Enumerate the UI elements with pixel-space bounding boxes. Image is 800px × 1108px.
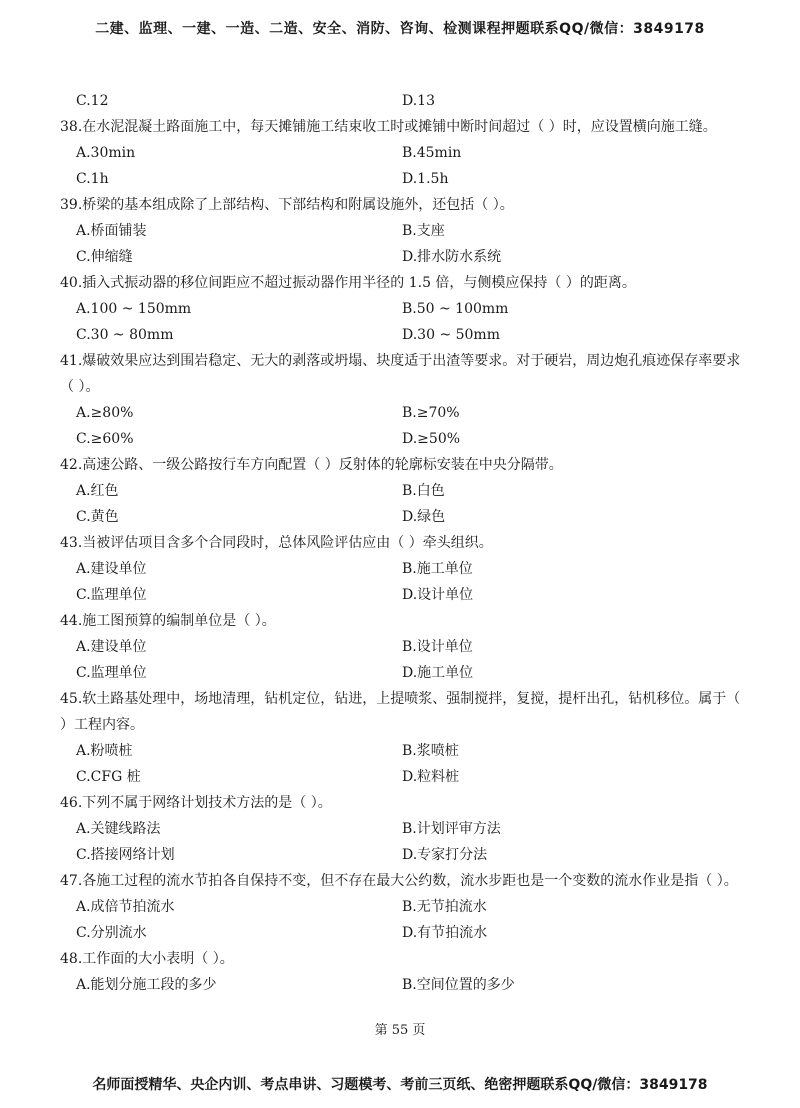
- option-row: [60, 972, 750, 998]
- question-stem: 42.高速公路、一级公路按行车方向配置（ ）反射体的轮廓标安装在中央分隔带。: [60, 457, 563, 473]
- option-d: D.1.5h: [402, 171, 449, 187]
- option-row: [60, 504, 750, 530]
- option-b: B.设计单位: [402, 639, 473, 655]
- question-stem: 39.桥梁的基本组成除了上部结构、下部结构和附属设施外，还包括（ ）。: [60, 197, 514, 213]
- option-d: D.绿色: [402, 509, 446, 525]
- option-a: A.粉喷桩: [76, 743, 133, 759]
- option-row: [60, 764, 750, 790]
- question-stem: 41.爆破效果应达到围岩稳定、无大的剥落或坍塌、块度适于出渣等要求。对于硬岩，周边炮孔痕迹保存率要求（ ）。: [60, 353, 741, 395]
- question-stem: 44.施工图预算的编制单位是（ ）。: [60, 613, 276, 629]
- option-d: D.设计单位: [402, 587, 474, 603]
- option-b: B.空间位置的多少: [402, 977, 515, 993]
- option-a: A.红色: [76, 483, 119, 499]
- option-b: B.浆喷桩: [402, 743, 459, 759]
- option-b: B.计划评审方法: [402, 821, 501, 837]
- question-stem: 43.当被评估项目含多个合同段时，总体风险评估应由（ ）牵头组织。: [60, 535, 493, 551]
- option-c: C.分别流水: [76, 925, 147, 941]
- footer-banner: 名师面授精华、央企内训、考点串讲、习题模考、考前三页纸、绝密押题联系QQ/微信：3849178: [92, 1077, 708, 1093]
- option-row: [60, 296, 750, 322]
- option-b: B.≥70%: [402, 405, 460, 421]
- header-banner: 二建、监理、一建、一造、二造、安全、消防、咨询、检测课程押题联系QQ/微信：3849178: [95, 21, 705, 37]
- question-stem: 38.在水泥混凝土路面施工中，每天摊铺施工结束收工时或摊铺中断时间超过（ ）时，应设置横向施工缝。: [60, 119, 717, 135]
- option-c: C.搭接网络计划: [76, 847, 175, 863]
- option-row: [60, 816, 750, 842]
- option-d: D.有节拍流水: [402, 925, 488, 941]
- option-c: C.黄色: [76, 509, 119, 525]
- page-number: 第 55 页: [374, 1023, 426, 1038]
- option-a: A.100 ~ 150mm: [76, 301, 192, 317]
- option-b: B.无节拍流水: [402, 899, 487, 915]
- option-a: A.关键线路法: [76, 821, 161, 837]
- option-d: D.≥50%: [402, 431, 461, 447]
- option-row: [60, 322, 750, 348]
- question-stem: 40.插入式振动器的移位间距应不超过振动器作用半径的 1.5 倍，与侧模应保持（ ）的距离。: [60, 275, 636, 291]
- option-a: A.建设单位: [76, 561, 147, 577]
- option-row: [60, 582, 750, 608]
- option-a: A.建设单位: [76, 639, 147, 655]
- option-d: D.13: [402, 93, 435, 109]
- option-d: D.30 ~ 50mm: [402, 327, 500, 343]
- question-stem: 47.各施工过程的流水节拍各自保持不变，但不存在最大公约数，流水步距也是一个变数的流水作业是指（ ）。: [60, 873, 738, 889]
- option-row: [60, 244, 750, 270]
- question-stem: 46.下列不属于网络计划技术方法的是（ ）。: [60, 795, 332, 811]
- option-c: C.≥60%: [76, 431, 134, 447]
- question-stem: 48.工作面的大小表明（ ）。: [60, 951, 234, 967]
- option-c: C.监理单位: [76, 665, 147, 681]
- option-d: D.专家打分法: [402, 847, 488, 863]
- option-row: [60, 88, 750, 114]
- option-b: B.50 ~ 100mm: [402, 301, 509, 317]
- option-c: C.CFG 桩: [76, 769, 141, 785]
- question-stem: 45.软土路基处理中，场地清理，钻机定位，钻进，上提喷浆、强制搅拌，复搅，提杆出孔，钻机移位。属于（ ）工程内容。: [60, 691, 741, 733]
- option-row: [60, 166, 750, 192]
- option-b: B.施工单位: [402, 561, 473, 577]
- option-c: C.伸缩缝: [76, 249, 133, 265]
- option-d: D.排水防水系统: [402, 249, 502, 265]
- option-row: [60, 634, 750, 660]
- option-b: B.支座: [402, 223, 445, 239]
- option-row: [60, 218, 750, 244]
- option-row: [60, 842, 750, 868]
- option-b: B.45min: [402, 145, 462, 161]
- option-row: [60, 556, 750, 582]
- option-row: [60, 426, 750, 452]
- option-a: A.≥80%: [76, 405, 134, 421]
- option-c: C.30 ~ 80mm: [76, 327, 174, 343]
- option-b: B.白色: [402, 483, 445, 499]
- option-c: C.12: [76, 93, 109, 109]
- question-list: [60, 88, 750, 998]
- option-row: [60, 738, 750, 764]
- option-row: [60, 920, 750, 946]
- option-row: [60, 140, 750, 166]
- option-a: A.能划分施工段的多少: [76, 977, 217, 993]
- option-row: [60, 478, 750, 504]
- option-d: D.粒料桩: [402, 769, 460, 785]
- option-c: C.1h: [76, 171, 109, 187]
- option-c: C.监理单位: [76, 587, 147, 603]
- option-a: A.30min: [76, 145, 136, 161]
- option-row: [60, 894, 750, 920]
- option-a: A.成倍节拍流水: [76, 899, 175, 915]
- option-row: [60, 660, 750, 686]
- option-row: [60, 400, 750, 426]
- option-d: D.施工单位: [402, 665, 474, 681]
- option-a: A.桥面铺装: [76, 223, 147, 239]
